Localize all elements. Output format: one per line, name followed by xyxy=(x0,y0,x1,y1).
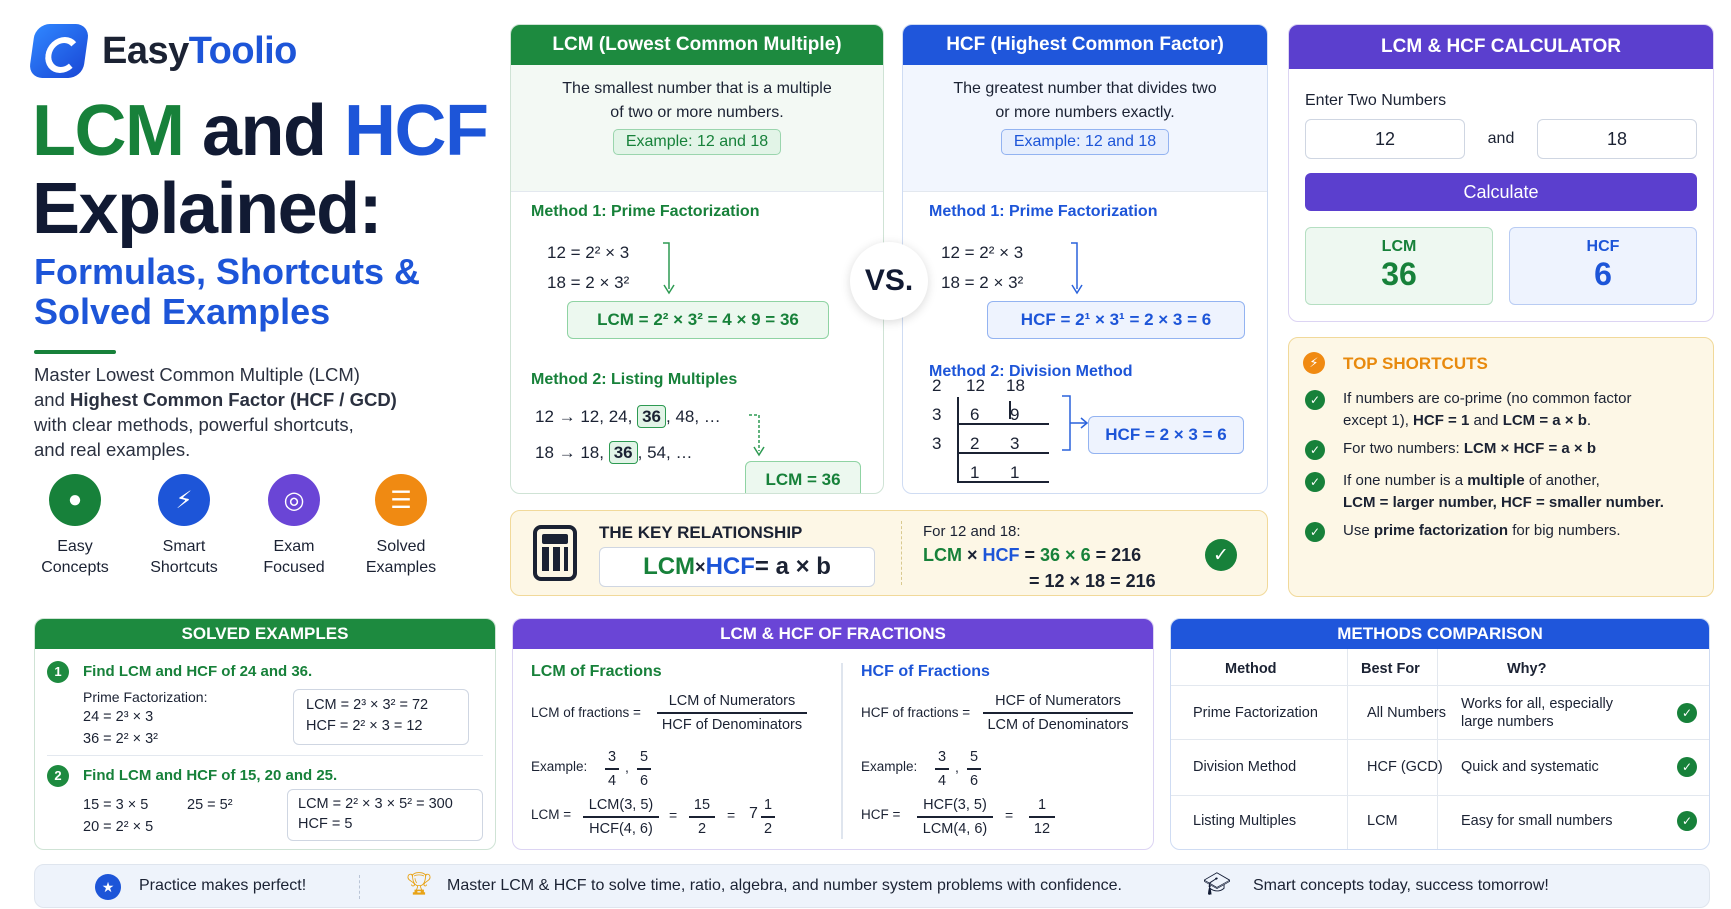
lcm-fractions-title: LCM of Fractions xyxy=(531,663,662,680)
hcf-eq-label: HCF = xyxy=(861,807,901,822)
check-icon: ✓ xyxy=(1677,703,1697,723)
fraction-5-6: 5 6 xyxy=(637,749,651,789)
hcf-result-value: 6 xyxy=(1594,256,1612,292)
lcm-method1-title: Method 1: Prime Factorization xyxy=(531,203,760,220)
lcm-card xyxy=(510,24,884,494)
hcf-fractions-title: HCF of Fractions xyxy=(861,663,990,680)
feature-label: Shortcuts xyxy=(150,559,218,576)
div-cell: 1 xyxy=(970,463,980,482)
comparison-title: METHODS COMPARISON xyxy=(1171,619,1709,649)
vs-badge: VS. xyxy=(850,242,928,320)
fractions-card: LCM & HCF OF FRACTIONS LCM of Fractions LCM of fractions = LCM of Numerators HCF of Denominators Example: 3 4 , 5 6 LCM = LCM(3, 5) HCF(4, 6) = 15 2 = 7 1 2 HCF of Fractions HCF of fractions = HCF of Numerators LCM of Denominators Example: 3 4 , 5 6 HCF = HCF(3, 5) LCM(4, 6) = 1 12 xyxy=(512,618,1154,850)
feature-label: Smart xyxy=(162,538,206,555)
lcm-m1-line1: 12 = 2² × 3 xyxy=(547,243,630,262)
solved-title: SOLVED EXAMPLES xyxy=(35,619,495,649)
table-cell: Division Method xyxy=(1193,759,1297,775)
div-cell: 18 xyxy=(1006,376,1025,395)
check-icon: ✓ xyxy=(1305,472,1325,492)
lcm-fraction-result: 15 2 xyxy=(689,797,715,837)
hcf-fractions-formula: HCF of Numerators LCM of Denominators xyxy=(983,693,1133,733)
div-cell: 3 xyxy=(932,405,942,424)
lcm-m2-line1: 12 → 12, 24, 36 , 48, … xyxy=(535,407,721,426)
lcm-card-title: LCM (Lowest Common Multiple) xyxy=(511,25,883,65)
example2-line1b: 25 = 5² xyxy=(187,797,233,813)
col-header-why: Why? xyxy=(1507,661,1547,677)
desc-line1: Master Lowest Common Multiple (LCM) xyxy=(34,364,360,385)
and-label: and xyxy=(1487,130,1515,147)
check-icon: ✓ xyxy=(1305,390,1325,410)
lightning-icon: ⚡︎ xyxy=(1303,352,1325,374)
key-relationship-panel xyxy=(510,510,1268,596)
desc-line4: and real examples. xyxy=(34,439,191,460)
lcm-m1-result: LCM = 2² × 3² = 4 × 9 = 36 xyxy=(567,301,829,339)
lightning-icon: ⚡︎ xyxy=(158,474,210,526)
feature-label: Examples xyxy=(365,559,437,576)
calculator-card xyxy=(1288,24,1714,322)
footer-banner xyxy=(34,864,1710,908)
clipboard-icon: ☰ xyxy=(375,474,427,526)
hcf-m1-line2: 18 = 2 × 3² xyxy=(941,273,1024,292)
mixed-fraction: 1 2 xyxy=(761,797,775,837)
shortcut-4: Use prime factorization for big numbers. xyxy=(1343,522,1621,539)
footer-text-3: Smart concepts today, success tomorrow! xyxy=(1253,877,1549,894)
lcm-example-pill: Example: 12 and 18 xyxy=(613,129,781,155)
hcf-m2-result: HCF = 2 × 3 = 6 xyxy=(1088,416,1244,454)
lightbulb-icon: ● xyxy=(49,474,101,526)
shortcut-3: If one number is a multiple of another, LCM = larger number, HCF = smaller number. xyxy=(1343,472,1664,511)
lcm-eq-label: LCM = xyxy=(531,807,572,822)
hcf-result-label: HCF xyxy=(1586,238,1620,255)
hcf-fractions-label: HCF of fractions = xyxy=(861,705,971,720)
key-line2: = 12 × 18 = 216 xyxy=(1029,571,1156,591)
arrow-down-icon xyxy=(661,239,691,299)
feature-label: Easy xyxy=(57,538,93,555)
lcm-fractions-formula: LCM of Numerators HCF of Denominators xyxy=(657,693,807,733)
feature-label: Solved xyxy=(376,538,426,555)
key-for-label: For 12 and 18: xyxy=(923,523,1021,540)
lcm-definition-1: The smallest number that is a multiple xyxy=(562,80,832,97)
lcm-fractions-label: LCM of fractions = xyxy=(531,705,641,720)
page-title xyxy=(32,92,487,248)
check-icon: ✓ xyxy=(1305,522,1325,542)
lcm-definition-2: of two or more numbers. xyxy=(610,104,784,121)
target-icon: ◎ xyxy=(268,474,320,526)
shortcut-2: For two numbers: LCM × HCF = a × b xyxy=(1343,440,1596,457)
desc-line3: with clear methods, powerful shortcuts, xyxy=(34,414,354,435)
fraction-5-6: 5 6 xyxy=(967,749,981,789)
divider xyxy=(34,350,116,354)
hcf-card-title: HCF (Highest Common Factor) xyxy=(903,25,1267,65)
table-cell: Listing Multiples xyxy=(1193,813,1297,829)
table-cell: All Numbers xyxy=(1367,705,1446,721)
feature-exam-focused xyxy=(241,474,347,578)
number1-input[interactable] xyxy=(1305,119,1465,159)
table-cell: Prime Factorization xyxy=(1193,705,1318,721)
example2-hcf: HCF = 5 xyxy=(298,816,353,832)
example1-line2: 36 = 2² × 3² xyxy=(83,731,158,747)
subtitle-line2: Solved Examples xyxy=(34,291,331,332)
shortcuts-panel xyxy=(1288,337,1714,597)
hcf-m1-line1: 12 = 2² × 3 xyxy=(941,243,1024,262)
lcm-method2-title: Method 2: Listing Multiples xyxy=(531,371,738,388)
table-cell: Easy for small numbers xyxy=(1461,813,1613,829)
star-icon: ★ xyxy=(95,874,121,900)
calculator-icon xyxy=(533,525,577,581)
col-header-best-for: Best For xyxy=(1361,661,1420,677)
example1-hcf: HCF = 2² × 3 = 12 xyxy=(306,718,423,734)
example1-question: Find LCM and HCF of 24 and 36. xyxy=(83,663,313,680)
lcm-result-box xyxy=(1305,227,1493,305)
hcf-result-box xyxy=(1509,227,1697,305)
table-cell: Quick and systematic xyxy=(1461,759,1599,775)
feature-solved-examples xyxy=(348,474,454,578)
fractions-title: LCM & HCF OF FRACTIONS xyxy=(513,619,1153,649)
comparison-card xyxy=(1170,618,1710,850)
calculator-title: LCM & HCF CALCULATOR xyxy=(1289,25,1713,69)
mixed-whole: 7 xyxy=(749,805,758,822)
lcm-highlight-36: 36 xyxy=(609,441,638,464)
example-label: Example: xyxy=(531,759,588,774)
div-cell: 6 xyxy=(970,405,980,424)
key-line1: LCM × HCF = 36 × 6 = 216 xyxy=(923,545,1142,565)
desc-line2a: and xyxy=(34,389,71,410)
hcf-method2-title: Method 2: Division Method xyxy=(929,363,1133,380)
arrow-down-icon xyxy=(747,411,777,459)
key-formula: LCM × HCF = a × b xyxy=(599,547,875,587)
hcf-fraction-expr: HCF(3, 5) LCM(4, 6) xyxy=(917,797,993,837)
lcm-m2-result: LCM = 36 xyxy=(745,461,861,494)
desc-line2b: Highest Common Factor (HCF / GCD) xyxy=(70,389,397,410)
check-icon: ✓ xyxy=(1205,539,1237,571)
shortcut-1: If numbers are co-prime (no common factor except 1), HCF = 1 and LCM = a × b. xyxy=(1343,390,1632,429)
feature-label: Concepts xyxy=(41,559,109,576)
div-cell: 2 xyxy=(970,434,980,453)
div-cell: 9 xyxy=(1010,405,1020,424)
example2-line2: 20 = 2² × 5 xyxy=(83,819,154,835)
hcf-example-pill: Example: 12 and 18 xyxy=(1001,129,1169,155)
title-hcf: HCF xyxy=(343,91,488,171)
lcm-m2-line2: 18 → 18, 36 , 54, … xyxy=(535,443,693,462)
example1-line1: 24 = 2³ × 3 xyxy=(83,709,154,725)
graduation-cap-icon: 🎓︎ xyxy=(1203,871,1231,896)
example2-line1a: 15 = 3 × 5 xyxy=(83,797,149,813)
div-cell: 12 xyxy=(966,376,985,395)
calculator-label: Enter Two Numbers xyxy=(1305,92,1447,109)
page-description xyxy=(34,362,474,462)
example-number: 2 xyxy=(47,765,69,787)
page-subtitle xyxy=(34,252,474,332)
fraction-3-4: 3 4 xyxy=(935,749,949,789)
hcf-definition-1: The greatest number that divides two xyxy=(953,80,1217,97)
example2-question: Find LCM and HCF of 15, 20 and 25. xyxy=(83,767,338,784)
div-cell: 1 xyxy=(1010,463,1020,482)
trophy-icon: 🏆︎ xyxy=(405,871,433,896)
lcm-result-value: 36 xyxy=(1381,256,1417,292)
shortcuts-title: TOP SHORTCUTS xyxy=(1343,354,1488,373)
table-cell: LCM xyxy=(1367,813,1398,829)
div-cell: 3 xyxy=(932,434,942,453)
lcm-result-label: LCM xyxy=(1381,238,1417,255)
hcf-m1-result: HCF = 2¹ × 3¹ = 2 × 3 = 6 xyxy=(987,301,1245,339)
example1-pf-label: Prime Factorization: xyxy=(83,689,208,705)
brand-name[interactable] xyxy=(102,30,297,73)
lcm-m1-line2: 18 = 2 × 3² xyxy=(547,273,630,292)
title-explained: Explained: xyxy=(32,169,382,249)
example1-result-box xyxy=(293,689,469,745)
lcm-highlight-36: 36 xyxy=(637,405,666,428)
title-and: and xyxy=(183,91,344,171)
example2-lcm: LCM = 2² × 3 × 5² = 300 xyxy=(298,796,453,812)
calculate-button[interactable]: Calculate xyxy=(1305,173,1697,211)
arrow-down-icon xyxy=(1069,239,1099,299)
title-lcm: LCM xyxy=(32,91,184,171)
number2-input[interactable] xyxy=(1537,119,1697,159)
footer-text-2: Master LCM & HCF to solve time, ratio, algebra, and number system problems with confidence. xyxy=(447,877,1122,894)
div-cell: 2 xyxy=(932,376,942,395)
subtitle-line1: Formulas, Shortcuts & xyxy=(34,251,421,292)
check-icon: ✓ xyxy=(1305,440,1325,460)
bracket-arrow-icon xyxy=(1060,392,1090,462)
brand-logo-icon xyxy=(28,24,90,78)
table-cell: HCF (GCD) xyxy=(1367,759,1443,775)
hcf-definition-2: or more numbers exactly. xyxy=(995,104,1175,121)
example-number: 1 xyxy=(47,661,69,683)
key-title: THE KEY RELATIONSHIP xyxy=(599,523,803,542)
check-icon: ✓ xyxy=(1677,811,1697,831)
solved-examples-card xyxy=(34,618,496,850)
feature-smart-shortcuts xyxy=(131,474,237,578)
example1-lcm: LCM = 2³ × 3² = 72 xyxy=(306,697,429,713)
fraction-3-4: 3 4 xyxy=(605,749,619,789)
check-icon: ✓ xyxy=(1677,757,1697,777)
example2-result-box xyxy=(287,789,483,841)
feature-easy-concepts xyxy=(22,474,128,578)
footer-text-1: Practice makes perfect! xyxy=(139,877,307,894)
brand-part2: Toolio xyxy=(188,30,297,72)
example-label: Example: xyxy=(861,759,918,774)
div-cell: 3 xyxy=(1010,434,1020,453)
lcm-fraction-expr: LCM(3, 5) HCF(4, 6) xyxy=(583,797,659,837)
hcf-fraction-result: 1 12 xyxy=(1029,797,1055,837)
col-header-method: Method xyxy=(1225,661,1277,677)
feature-label: Exam xyxy=(273,538,315,555)
hcf-method1-title: Method 1: Prime Factorization xyxy=(929,203,1158,220)
brand-part1: Easy xyxy=(102,30,189,72)
table-cell: Works for all, especially large numbers xyxy=(1461,696,1614,730)
feature-label: Focused xyxy=(263,559,325,576)
